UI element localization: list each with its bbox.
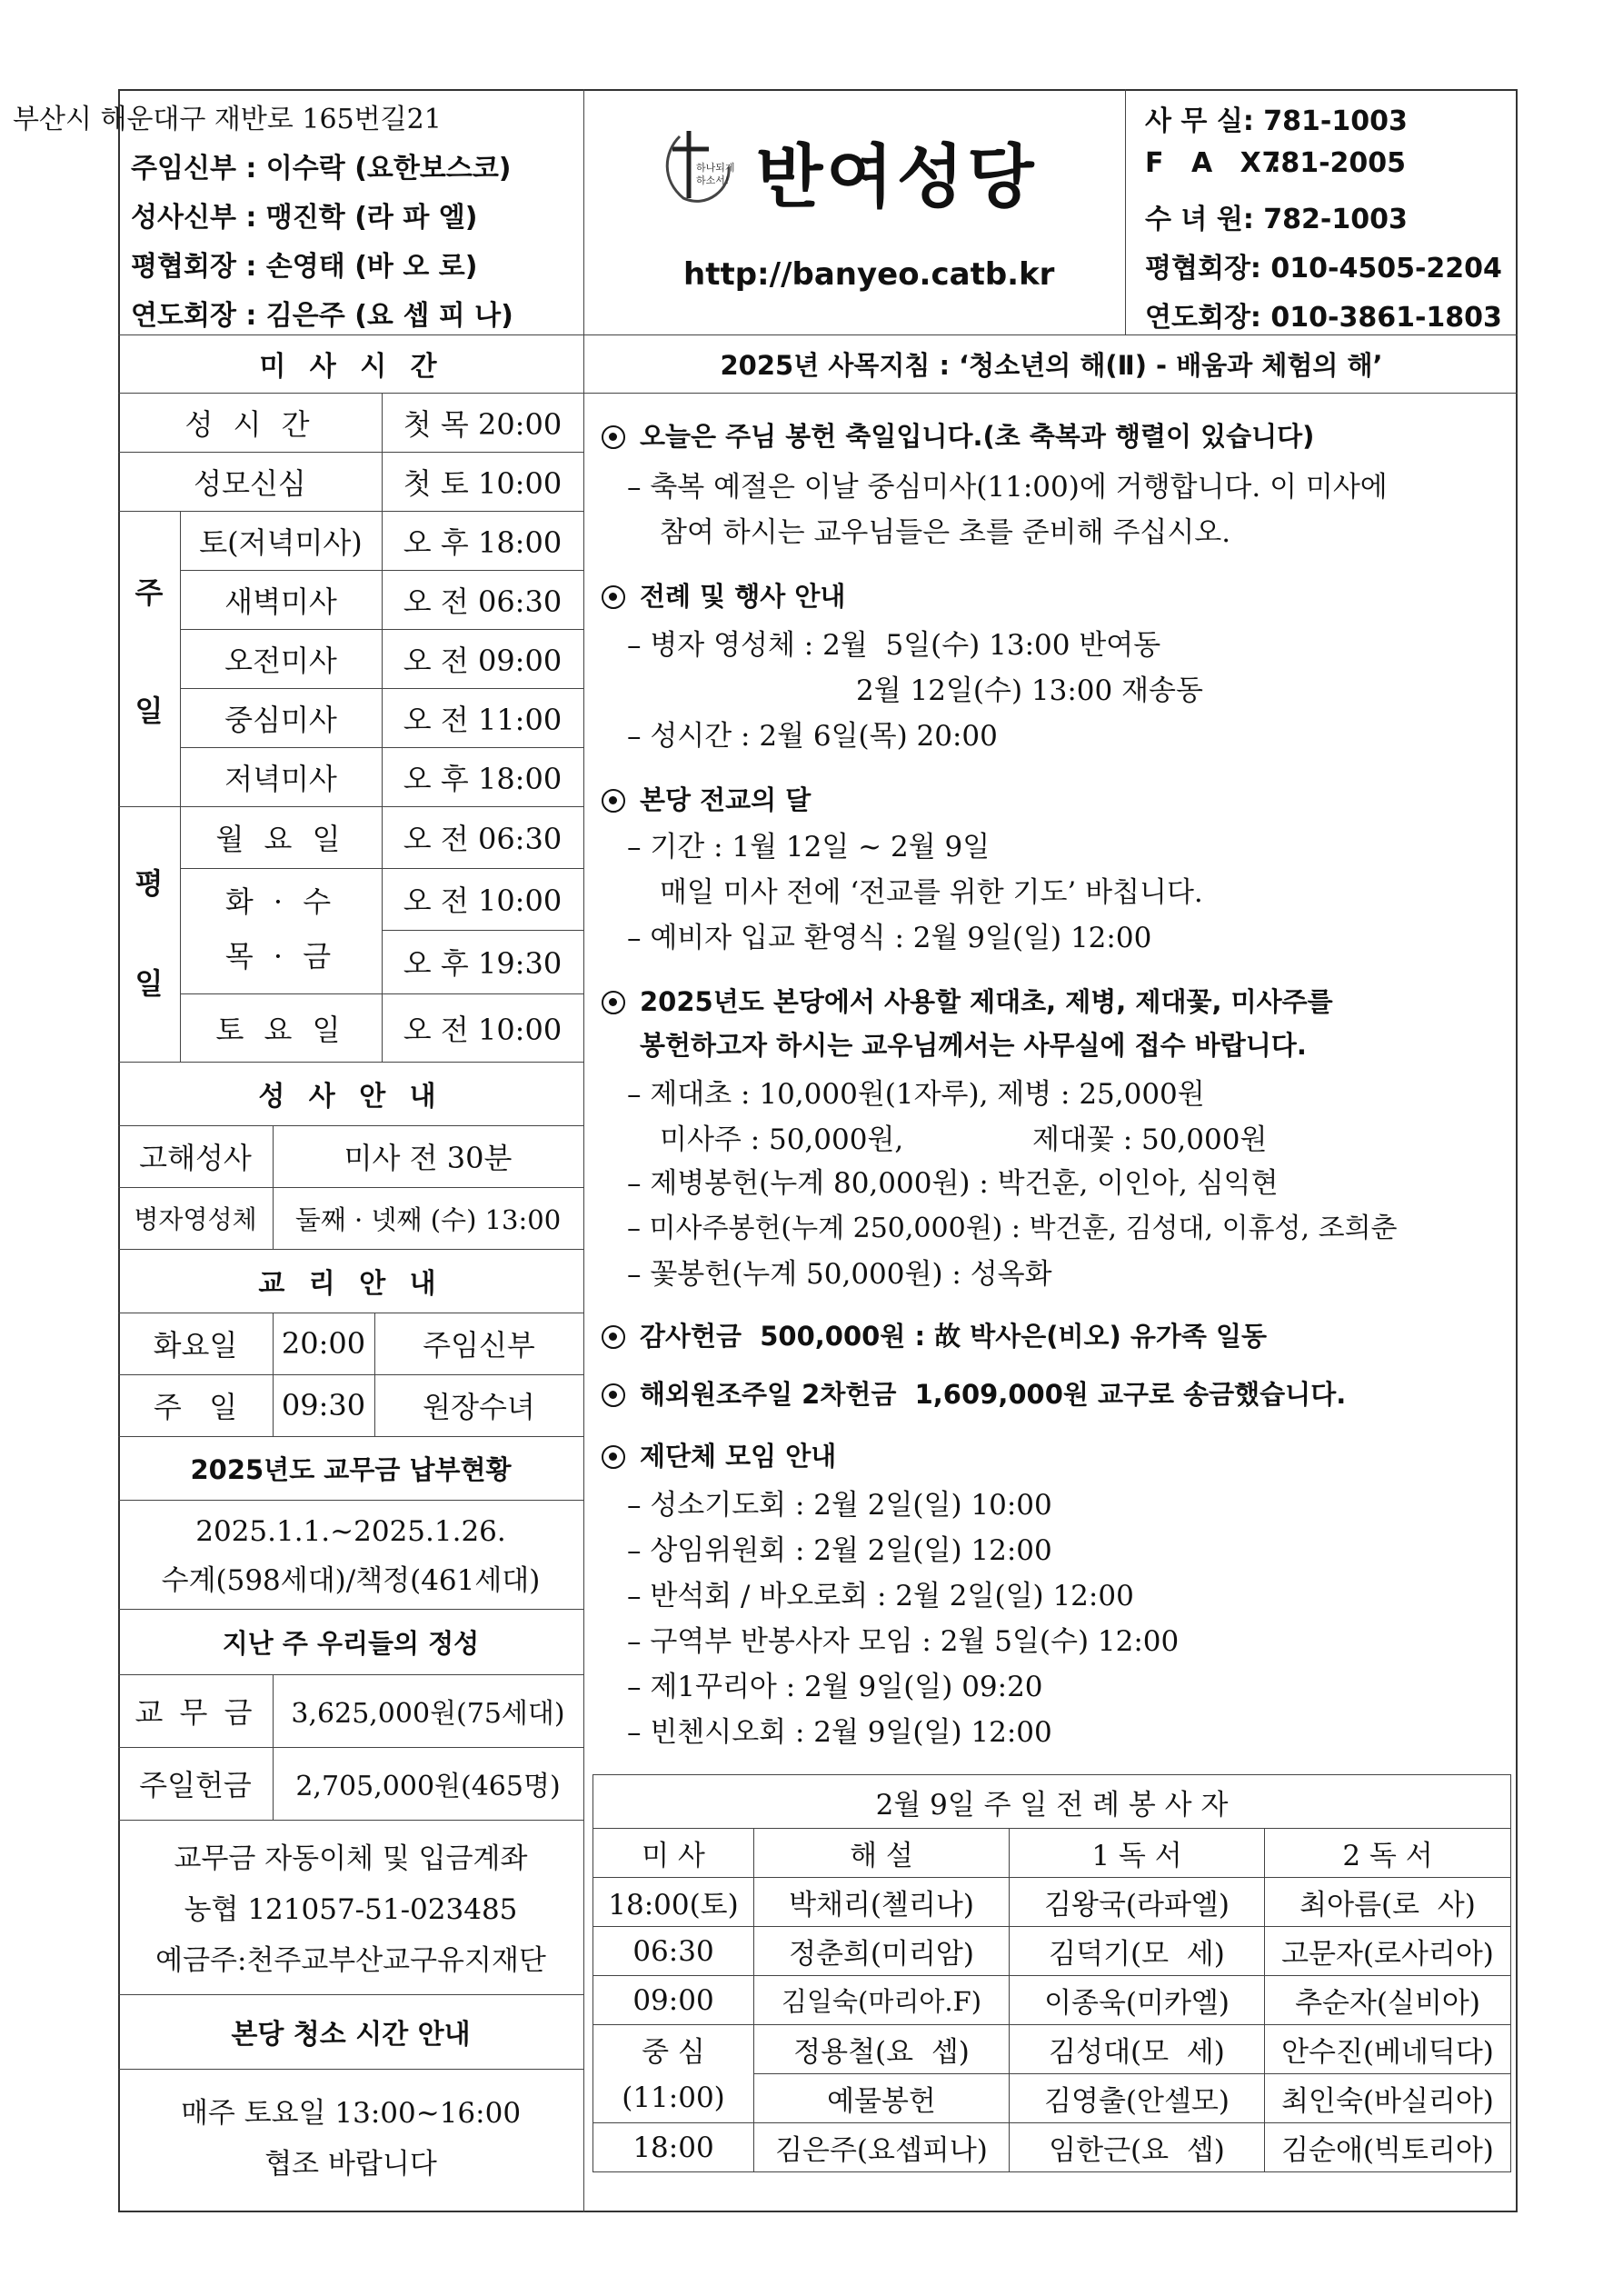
- notice-7-title: 제단체 모임 안내: [602, 1436, 836, 1473]
- roster-cell: 09:00: [593, 1976, 754, 2025]
- account-line-1: 교무금 자동이체 및 입금계좌: [174, 1842, 528, 1875]
- roster-header: 1 독 서: [1010, 1829, 1265, 1878]
- notice-4-title-1: 2025년도 본당에서 사용할 제대초, 제병, 제대꽃, 미사주를: [602, 982, 1333, 1019]
- roster-cell: 안수진(베네딕다): [1265, 2025, 1511, 2074]
- account-line-2: 농협 121057-51-023485: [184, 1892, 518, 1926]
- notice-4-line-5: – 꽃봉헌(누계 50,000원) : 성옥화: [627, 1258, 1052, 1291]
- weekday-sat-label: 토 요 일: [215, 1012, 346, 1047]
- sunday-mass-1-label: 새벽미사: [224, 584, 337, 619]
- table-row: [593, 1878, 1511, 1927]
- catechism-0-day: 화요일: [153, 1328, 238, 1363]
- notice-4-line-3: – 제병봉헌(누계 80,000원) : 박건훈, 이인아, 심익현: [627, 1167, 1279, 1200]
- notice-4-title-2: 봉헌하고자 하시는 교우님께서는 사무실에 접수 바랍니다.: [640, 1030, 1307, 1061]
- cleaning-line-1: 매주 토요일 13:00~16:00: [180, 2096, 522, 2130]
- roster-cell: 김성대(모 세): [1010, 2025, 1265, 2074]
- roster-cell: 고문자(로사리아): [1265, 1927, 1511, 1976]
- roster-cell: 예물봉헌: [754, 2074, 1010, 2123]
- roster-cell: 박채리(첼리나): [754, 1878, 1010, 1927]
- offering-1-value: 2,705,000원(465명): [295, 1771, 561, 1802]
- table-row: [593, 1976, 1511, 2025]
- sunday-label-1: 주: [134, 575, 164, 610]
- weekday-sat-time: 오 전 10:00: [403, 1012, 563, 1047]
- table-row: [593, 1927, 1511, 1976]
- table-row: [593, 2123, 1511, 2172]
- notice-6-title: 해외원조주일 2차헌금 1,609,000원 교구로 송금했습니다.: [602, 1374, 1346, 1412]
- roster-cell: 김일숙(마리아.F): [754, 1976, 1010, 2025]
- catechism-1-day: 주 일: [153, 1390, 238, 1424]
- bullet-icon: [602, 585, 625, 609]
- council-chair: 평협회장 : 손영태 (바 오 로): [131, 251, 478, 283]
- confession-label: 고해성사: [139, 1141, 252, 1175]
- bullet-icon: [602, 1383, 625, 1407]
- sick-communion-value: 둘째 · 넷째 (수) 13:00: [294, 1203, 562, 1235]
- meeting-item: – 빈첸시오회 : 2월 9일(일) 12:00: [627, 1716, 1052, 1749]
- offering-0-value: 3,625,000원(75세대): [291, 1698, 565, 1730]
- roster-header: 2 독 서: [1265, 1829, 1511, 1878]
- table-row: [593, 2025, 1511, 2074]
- sacrament-title: 성 사 안 내: [258, 1081, 443, 1113]
- roster-cell: 06:30: [593, 1927, 754, 1976]
- roster-cell: (11:00): [593, 2074, 754, 2123]
- roster-cell: 이종욱(미카엘): [1010, 1976, 1265, 2025]
- meeting-item: – 상임위원회 : 2월 2일(일) 12:00: [627, 1534, 1052, 1567]
- bullet-icon: [602, 991, 625, 1014]
- roster-title: 2월 9일 주 일 전 례 봉 사 자: [593, 1775, 1511, 1829]
- roster-cell: 김왕국(라파엘): [1010, 1878, 1265, 1927]
- notice-3-line-2: 매일 미사 전에 ‘전교를 위한 기도’ 바칩니다.: [660, 876, 1203, 909]
- sunday-mass-3-time: 오 전 11:00: [403, 702, 563, 737]
- sunday-mass-2-label: 오전미사: [224, 643, 337, 678]
- roster-cell: 18:00: [593, 2123, 754, 2172]
- sunday-mass-4-label: 저녁미사: [224, 761, 337, 796]
- church-logo: [652, 125, 740, 207]
- offering-1-label: 주일헌금: [139, 1768, 252, 1802]
- holy-hour-time: 첫 목 20:00: [403, 406, 563, 442]
- roster-cell: 18:00(토): [593, 1878, 754, 1927]
- bullet-icon: [602, 1325, 625, 1349]
- holy-hour-label: 성 시 간: [184, 406, 315, 442]
- bullet-icon: [602, 789, 625, 813]
- roster-cell: 정용철(요 셉): [754, 2025, 1010, 2074]
- sick-communion-label: 병자영성체: [134, 1204, 257, 1234]
- notice-2-line-1: – 병자 영성체 : 2월 5일(수) 13:00 반여동: [627, 629, 1161, 662]
- sunday-label-2: 일: [134, 694, 164, 728]
- contact-sodality: 연도회장: 010-3861-1803: [1145, 302, 1502, 334]
- notice-3-line-3: – 예비자 입교 환영식 : 2월 9일(일) 12:00: [627, 922, 1152, 954]
- weekday-mon-label: 월 요 일: [215, 822, 346, 856]
- catechism-1-who: 원장수녀: [423, 1390, 535, 1424]
- roster-cell: 김은주(요셉피나): [754, 2123, 1010, 2172]
- sunday-mass-0-time: 오 후 18:00: [403, 524, 563, 560]
- roster-header: 해 설: [754, 1829, 1010, 1878]
- notice-5-title: 감사헌금 500,000원 : 故 박사은(비오) 유가족 일동: [602, 1316, 1267, 1353]
- roster-cell: 임한근(요 셉): [1010, 2123, 1265, 2172]
- dues-period: 2025.1.1.~2025.1.26.: [195, 1515, 506, 1548]
- mass-times-title: 미 사 시 간: [259, 351, 444, 383]
- offering-title: 지난 주 우리들의 정성: [222, 1627, 480, 1659]
- notice-4-line-1: – 제대초 : 10,000원(1자루), 제병 : 25,000원: [627, 1078, 1205, 1111]
- bullet-icon: [602, 1445, 625, 1469]
- sunday-mass-2-time: 오 전 09:00: [403, 643, 563, 678]
- roster-cell: 김영출(안셀모): [1010, 2074, 1265, 2123]
- weekday-tue-label-1: 화 · 수: [224, 884, 337, 919]
- sunday-mass-1-time: 오 전 06:30: [403, 584, 563, 619]
- notice-4-line-4: – 미사주봉헌(누계 250,000원) : 박건훈, 김성대, 이휴성, 조희춘: [627, 1213, 1398, 1244]
- meeting-item: – 제1꾸리아 : 2월 9일(일) 09:20: [627, 1671, 1043, 1703]
- dues-title: 2025년도 교무금 납부현황: [190, 1453, 512, 1485]
- notice-2-title: 전례 및 행사 안내: [602, 576, 845, 614]
- address: 부산시 해운대구 재반로 165번길21: [13, 104, 442, 135]
- weekday-tue-time-2: 오 후 19:30: [403, 946, 563, 981]
- cleaning-title: 본당 청소 시간 안내: [231, 2019, 471, 2051]
- cleaning-line-2: 협조 바랍니다: [264, 2147, 437, 2181]
- roster-cell: 정춘희(미리암): [754, 1927, 1010, 1976]
- offering-0-label: 교 무 금: [134, 1695, 256, 1730]
- logo-text-2: 하소서!: [696, 175, 730, 186]
- notice-4-line-2a: 미사주 : 50,000원,: [660, 1123, 904, 1156]
- meeting-item: – 구역부 반봉사자 모임 : 2월 5일(수) 12:00: [627, 1625, 1180, 1658]
- contact-council: 평협회장: 010-4505-2204: [1145, 253, 1502, 285]
- roster-header: 미 사: [593, 1829, 754, 1878]
- notice-1-line-2: 참여 하시는 교우님들은 초를 준비해 주십시오.: [660, 516, 1231, 549]
- account-line-3: 예금주:천주교부산교구유지재단: [155, 1943, 546, 1977]
- weekday-label-1: 평: [134, 866, 164, 901]
- logo-text-1: 하나되게: [696, 162, 735, 174]
- catechism-1-time: 09:30: [281, 1388, 366, 1423]
- roster-cell: 추순자(실비아): [1265, 1976, 1511, 2025]
- weekday-label-2: 일: [134, 966, 164, 1001]
- sunday-mass-4-time: 오 후 18:00: [403, 761, 563, 796]
- bullet-icon: [602, 425, 625, 449]
- notice-1-line-1: – 축복 예절은 이날 중심미사(11:00)에 거행합니다. 이 미사에: [627, 471, 1388, 504]
- catechism-0-time: 20:00: [281, 1326, 366, 1361]
- catechism-title: 교 리 안 내: [258, 1268, 443, 1300]
- pastor: 주임신부 : 이수락 (요한보스코): [131, 153, 512, 185]
- roster-cell: 김덕기(모 세): [1010, 1927, 1265, 1976]
- sodality-chair: 연도회장 : 김은주 (요 셉 피 나): [131, 300, 513, 332]
- roster-cell: 중 심: [593, 2025, 754, 2074]
- notice-3-line-1: – 기간 : 1월 12일 ~ 2월 9일: [627, 831, 991, 863]
- meeting-item: – 성소기도회 : 2월 2일(일) 10:00: [627, 1489, 1052, 1522]
- roster-header-row: [593, 1829, 1511, 1878]
- pastoral-theme: 2025년 사목지침 : ‘청소년의 해(Ⅱ) - 배움과 체험의 해’: [720, 349, 1383, 381]
- notice-1-title: 오늘은 주님 봉헌 축일입니다.(초 축복과 행렬이 있습니다): [602, 416, 1314, 454]
- sacred-heart-label: 성모신심: [194, 465, 306, 501]
- sunday-mass-0-label: 토(저녁미사): [199, 524, 363, 560]
- notice-2-line-2: 2월 12일(수) 13:00 재송동: [856, 674, 1203, 707]
- roster-cell: 김순애(빅토리아): [1265, 2123, 1511, 2172]
- weekday-mon-time: 오 전 06:30: [403, 822, 563, 856]
- contact-fax: F A X: 781-2005: [1145, 147, 1407, 179]
- assistant-priest: 성사신부 : 맹진학 (라 파 엘): [131, 202, 478, 234]
- sacred-heart-time: 첫 토 10:00: [403, 465, 563, 501]
- notice-4-line-2b: 제대꽃 : 50,000원: [1032, 1123, 1268, 1156]
- meeting-item: – 반석회 / 바오로회 : 2월 2일(일) 12:00: [627, 1580, 1134, 1612]
- dues-summary: 수계(598세대)/책정(461세대): [161, 1563, 541, 1597]
- notice-2-line-3: – 성시간 : 2월 6일(목) 20:00: [627, 720, 998, 753]
- confession-value: 미사 전 30분: [344, 1141, 513, 1175]
- weekday-tue-label-2: 목 · 금: [224, 939, 337, 973]
- notice-3-title: 본당 전교의 달: [602, 780, 811, 817]
- sunday-mass-3-label: 중심미사: [224, 702, 337, 737]
- catechism-0-who: 주임신부: [423, 1328, 535, 1363]
- church-name: 반여성당: [756, 136, 1038, 217]
- table-row: [593, 2074, 1511, 2123]
- contacts: [1125, 89, 1516, 334]
- roster-cell: 최아름(로 사): [1265, 1878, 1511, 1927]
- weekday-tue-time-1: 오 전 10:00: [403, 883, 563, 918]
- contact-convent: 수 녀 원: 782-1003: [1145, 204, 1408, 235]
- liturgy-roster-table: [592, 1774, 1511, 2172]
- roster-cell: 최인숙(바실리아): [1265, 2074, 1511, 2123]
- website-link[interactable]: http://banyeo.catb.kr: [683, 256, 1055, 293]
- contact-office: 사 무 실: 781-1003: [1145, 105, 1408, 137]
